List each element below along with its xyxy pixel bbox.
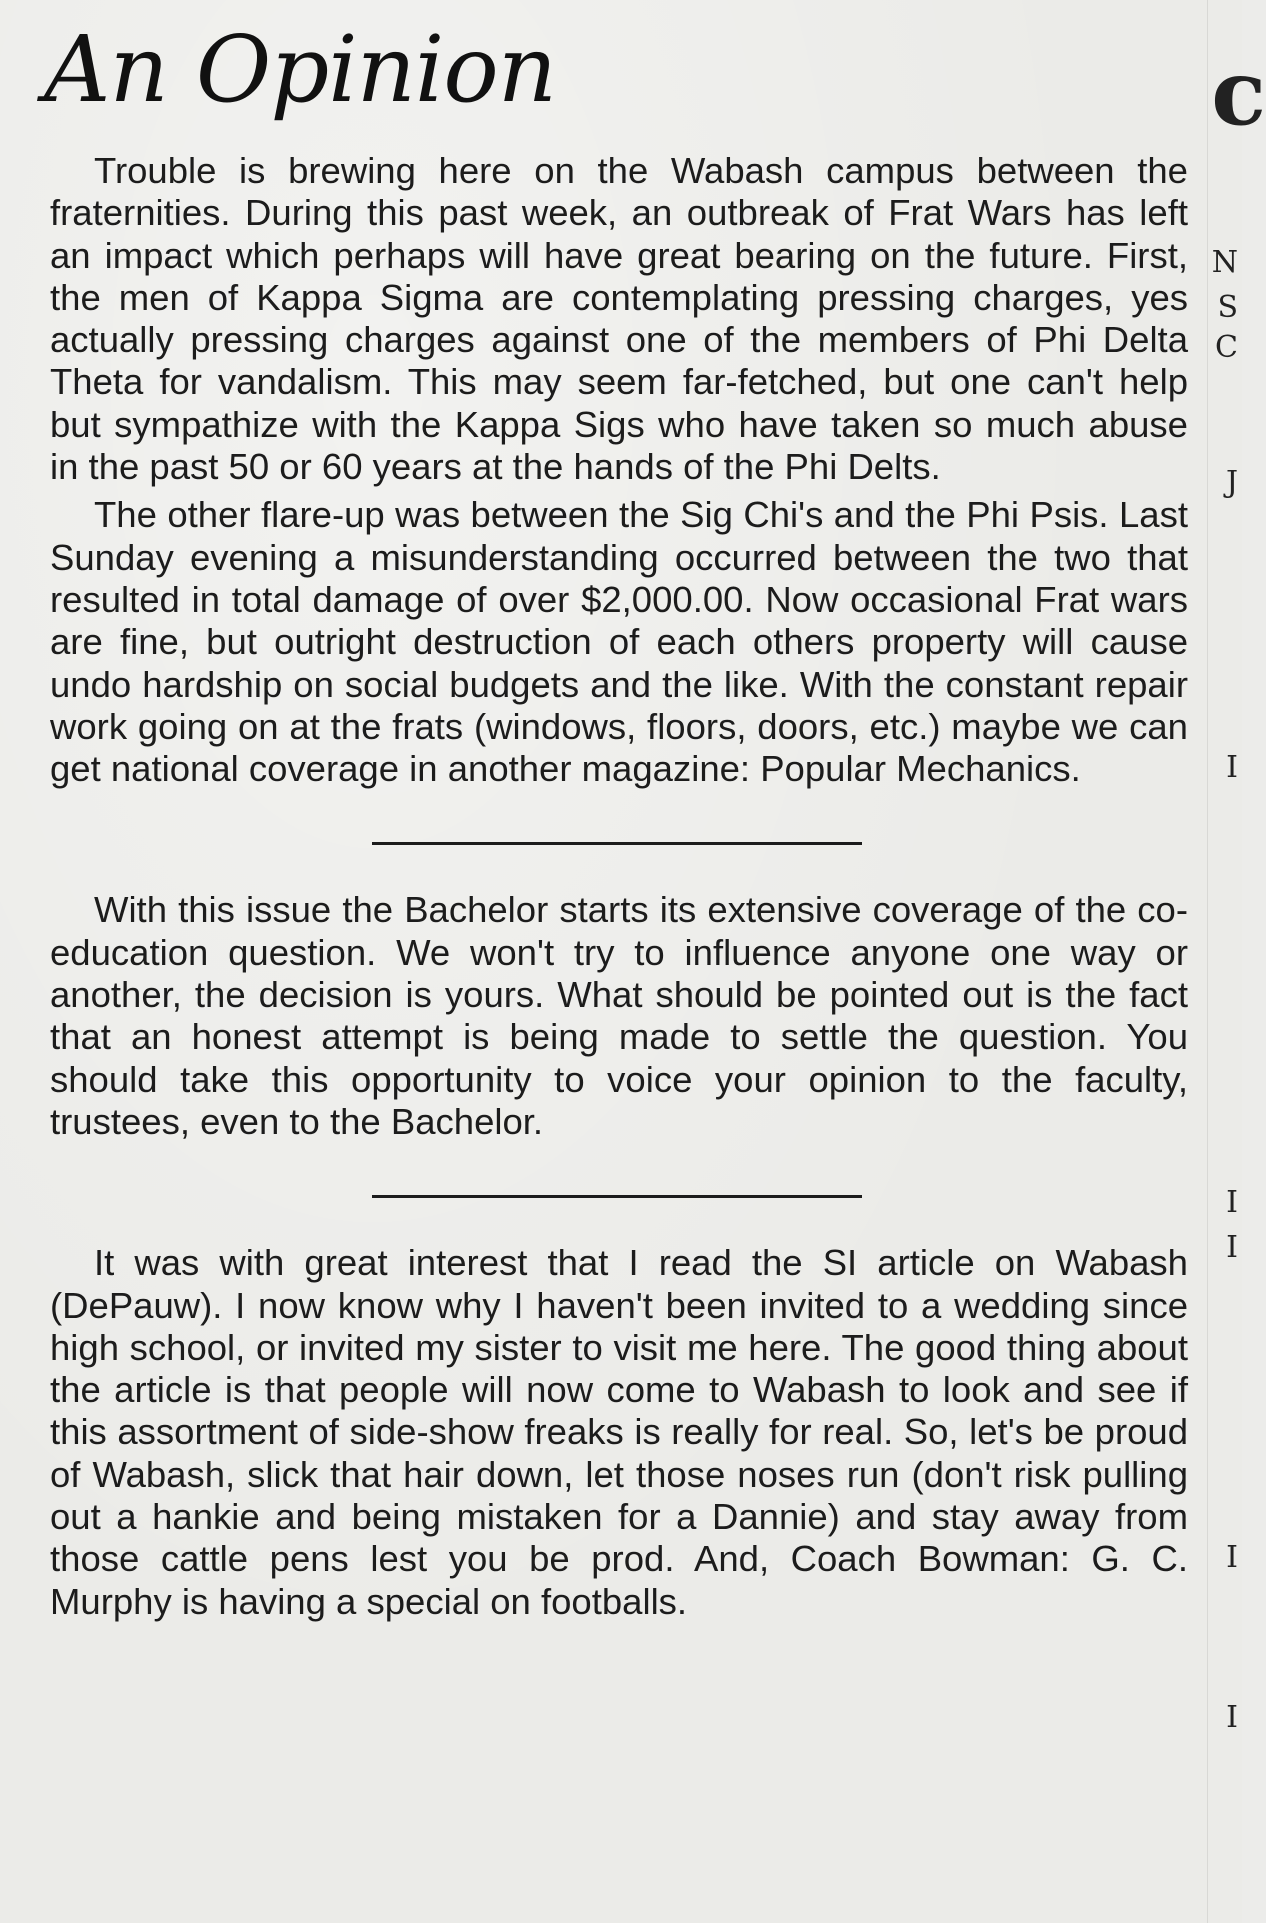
section-divider bbox=[372, 1195, 862, 1198]
paragraph-co-education: With this issue the Bachelor starts its extensive coverage of the co-education question. We won't try to influence anyone one way or another, the decision is yours. What should be pointed out is the fact that an honest attempt is being made to settle the question. You should take this opportunity to voice your opinion to the faculty, trustees, even to the Bachelor. bbox=[50, 889, 1188, 1142]
opinion-column bbox=[50, 150, 1188, 1623]
edge-fragment: S bbox=[1217, 290, 1238, 325]
edge-fragment: N bbox=[1211, 245, 1238, 280]
paragraph-frat-wars: Trouble is brewing here on the Wabash campus between the fraternities. During this past week, an outbreak of Frat Wars has left an impact which perhaps will have great bearing on the future. First, the men of Kappa Sigma are contemplating pressing charges, yes actually pressing charges against one of the members of Phi Delta Theta for vandalism. This may seem far-fetched, but one can't help but sympathize with the Kappa Sigs who have taken so much abuse in the past 50 or 60 years at the hands of the Phi Delts. bbox=[50, 150, 1188, 488]
adjacent-column-edge bbox=[1207, 0, 1266, 1923]
paragraph-si-article: It was with great interest that I read the SI article on Wabash (DePauw). I now know why I haven't been invited to a wedding since high school, or invited my sister to visit me here. The good thing about the article is that people will now come to Wabash to look and see if this assortment of side-show freaks is really for real. So, let's be proud of Wabash, slick that hair down, let those noses run (don't risk pulling out a hankie and being mistaken for a Dannie) and stay away from those cattle pens lest you be prod. And, Coach Bowman: G. C. Murphy is having a special on footballs. bbox=[50, 1242, 1188, 1622]
paragraph-flare-up: The other flare-up was between the Sig Chi's and the Phi Psis. Last Sunday evening a misunderstanding occurred between the two that resulted in total damage of over $2,000.00. Now occasional Frat wars are fine, but outright destruction of each others property will cause undo hardship on social budgets and the like. With the constant repair work going on at the frats (windows, floors, doors, etc.) maybe we can get national coverage in another magazine: Popular Mechanics. bbox=[50, 494, 1188, 790]
headline: An Opinion bbox=[44, 16, 556, 123]
edge-fragment: J bbox=[1225, 465, 1238, 500]
edge-fragment: I bbox=[1226, 1230, 1238, 1265]
edge-fragment: I bbox=[1226, 1540, 1238, 1575]
edge-fragment: I bbox=[1226, 1700, 1238, 1735]
edge-fragment: c bbox=[1211, 40, 1266, 146]
section-divider bbox=[372, 842, 862, 845]
edge-fragment: I bbox=[1226, 1185, 1238, 1220]
edge-fragment: I bbox=[1226, 750, 1238, 785]
edge-fragment: C bbox=[1215, 330, 1238, 365]
